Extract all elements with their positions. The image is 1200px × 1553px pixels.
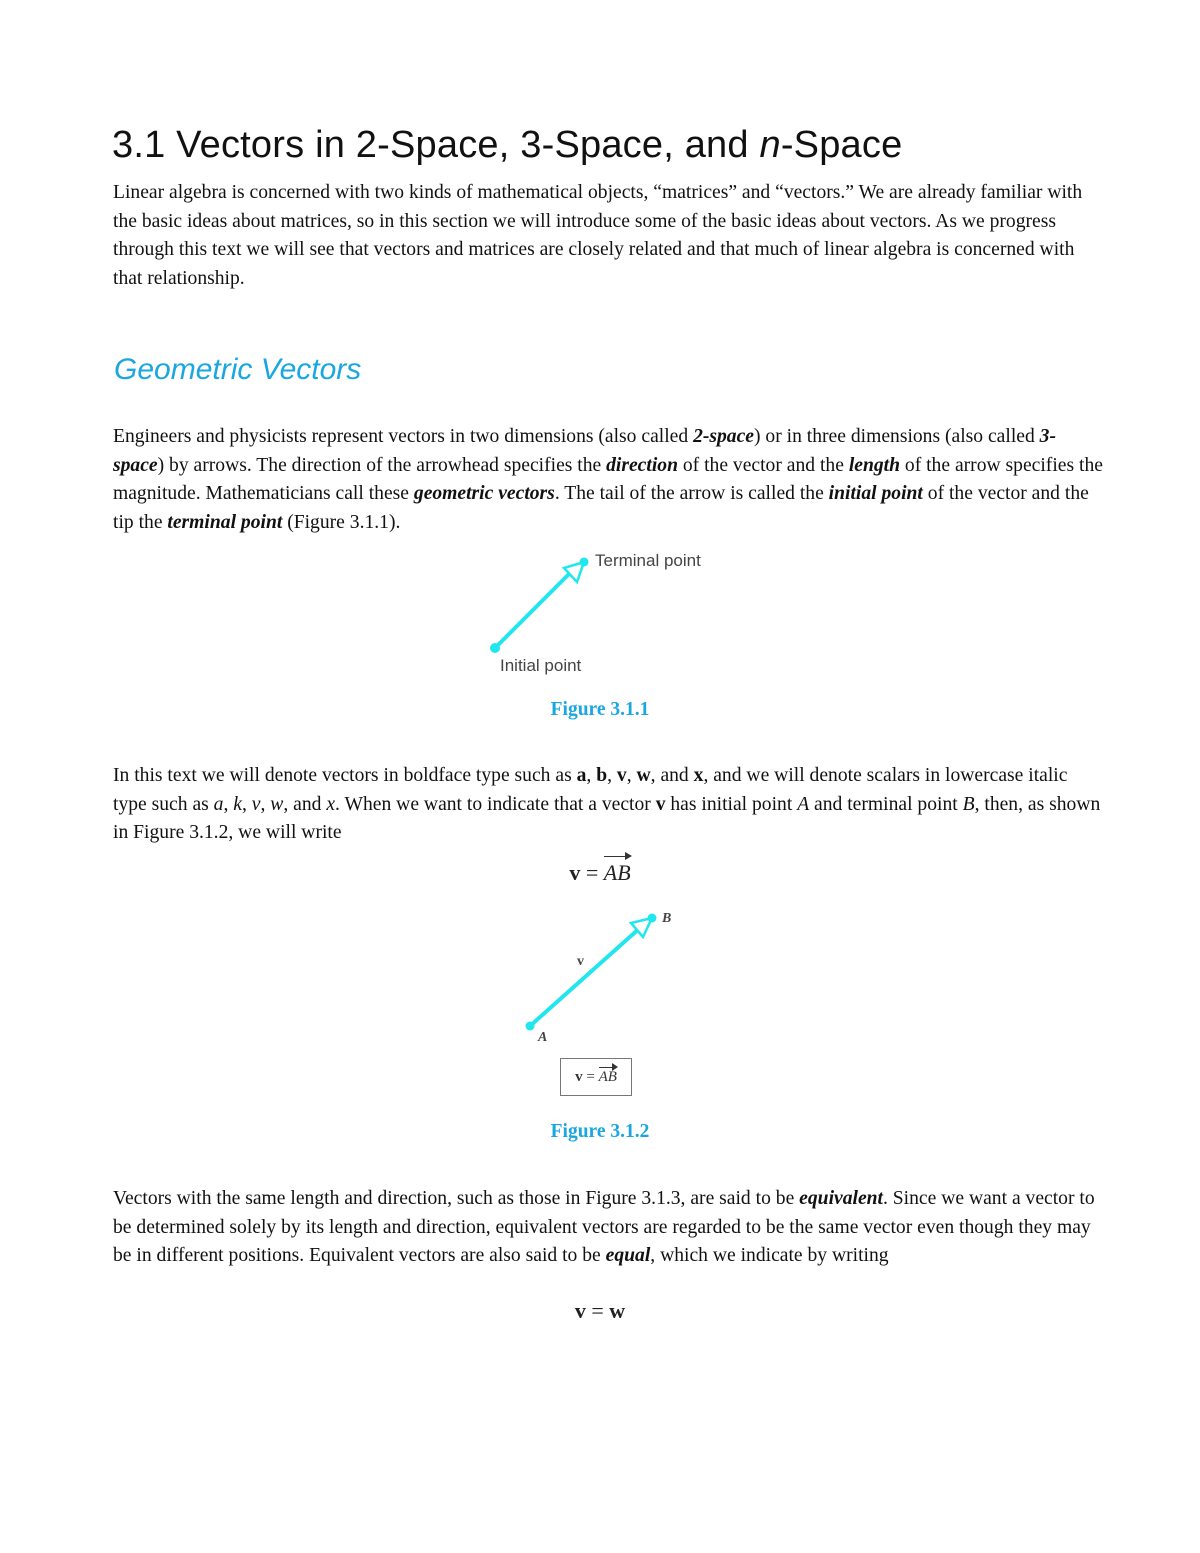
term-equal: equal	[605, 1245, 651, 1267]
equation-v-equals-ab	[0, 860, 1200, 886]
title-suffix: -Space	[780, 124, 903, 166]
section-heading: Geometric Vectors	[114, 353, 362, 386]
eq2-rhs: w	[609, 1298, 626, 1323]
term-2-space: 2-space	[693, 426, 754, 447]
title-prefix: 3.1 Vectors in 2-Space, 3-Space, and	[112, 124, 760, 166]
eq2-lhs: v	[574, 1298, 586, 1323]
vector-ab-shaft	[530, 927, 641, 1026]
term-initial-point: initial point	[828, 483, 923, 505]
box-rhs-vector-ab: AB	[598, 1068, 617, 1085]
equation-v-equals-w	[0, 1298, 1200, 1324]
figure-3-1-2-caption: Figure 3.1.2	[550, 1121, 650, 1142]
intro-paragraph: Linear algebra is concerned with two kinds of mathematical objects, “matrices” and “vectors.” We are already familiar with the basic ideas about matrices, so in this section we will introduce some of the basic ideas about vectors. As we progress through this text we will see that vectors and matrices are closely related and that much of linear algebra is concerned with that relationship.	[113, 182, 1083, 289]
initial-point-dot	[490, 643, 500, 653]
title-n: n	[759, 124, 781, 166]
figure-3-1-2-diagram	[515, 905, 675, 1040]
term-3-space: 3-space	[113, 426, 1056, 476]
equivalent-vectors-paragraph: Vectors with the same length and direction, such as those in Figure 3.1.3, are said to be equivalent. Since we want a vector to be determined solely by its length and direction, equivalent vectors are regarded to be the same vector even though they may be in different positions. Equivalent vectors are also said to be equal, which we indicate by writing	[113, 1188, 1095, 1267]
term-direction: direction	[606, 454, 678, 476]
eq1-lhs: v	[569, 860, 581, 885]
point-a-dot	[526, 1022, 535, 1031]
point-a-label: A	[538, 1030, 548, 1045]
terminal-point-label: Terminal point	[595, 551, 701, 570]
term-geometric-vectors: geometric vectors	[413, 483, 555, 505]
figure-3-1-1-caption: Figure 3.1.1	[550, 699, 650, 720]
point-b-dot	[648, 914, 657, 923]
eq1-rhs-vector-ab: AB	[603, 860, 631, 885]
eq1-op: =	[580, 860, 604, 885]
initial-point-label: Initial point	[500, 656, 582, 675]
geometric-vectors-paragraph: Engineers and physicists represent vectors in two dimensions (also called 2-space) or in three dimensions (also called 3-space) by arrows. The direction of the arrowhead specifies the direction of the vector and the length of the arrow specifies the magnitude. Mathematicians call these geometric vectors. The tail of the arrow is called the initial point of the vector and the tip the terminal point (Figure 3.1.1).	[113, 426, 1103, 533]
notation-paragraph: In this text we will denote vectors in boldface type such as a, b, v, w, and x, and we will denote scalars in lowercase italic type such as a, k, v, w, and x. When we want to indicate that a vector v has initial point A and terminal point B, then, as shown in Figure 3.1.2, we will write	[113, 765, 1101, 844]
term-equivalent: equivalent	[799, 1188, 883, 1209]
terminal-point-dot	[580, 558, 589, 567]
term-terminal-point: terminal point	[167, 511, 283, 533]
vector-v-label: v	[577, 954, 584, 969]
vector-arrow-shaft	[495, 571, 572, 648]
point-b-label: B	[662, 911, 672, 926]
page-title	[112, 120, 902, 170]
boxed-equation: v = AB	[560, 1058, 632, 1096]
term-length: length	[848, 454, 900, 476]
eq2-op: =	[585, 1298, 610, 1323]
